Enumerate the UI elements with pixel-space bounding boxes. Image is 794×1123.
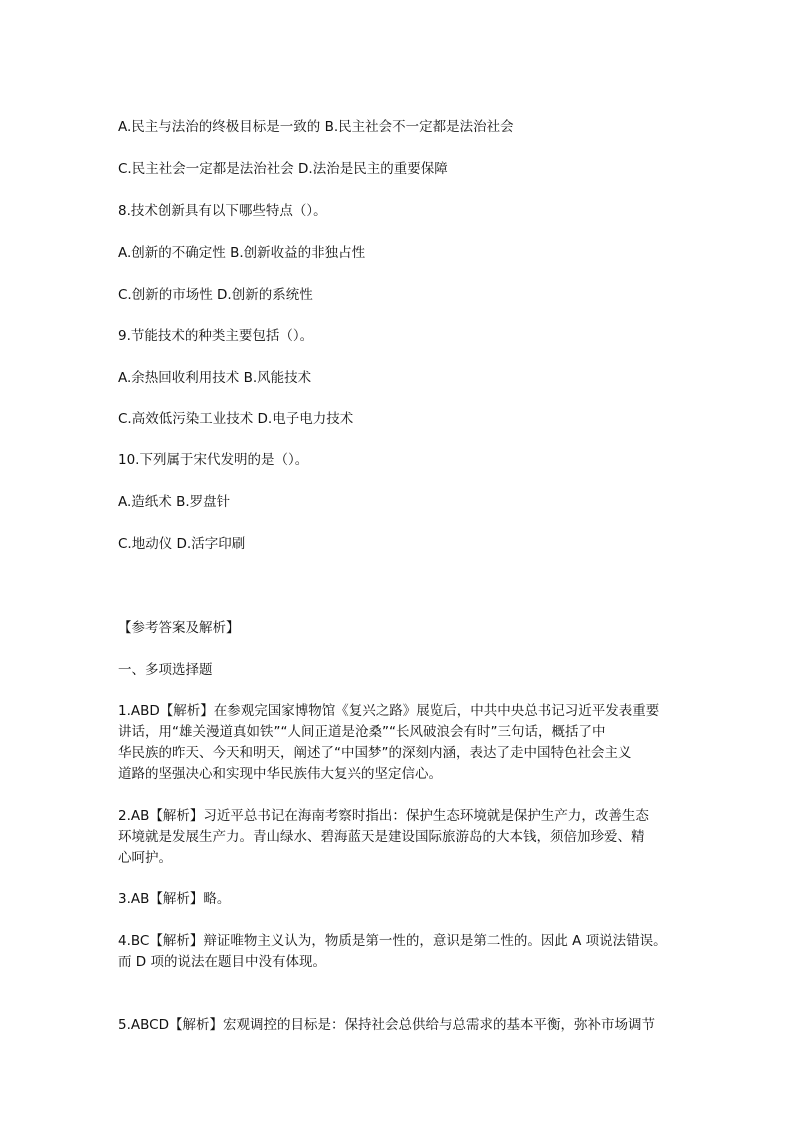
question-paragraph [118, 409, 353, 430]
answer-paragraph [118, 931, 667, 973]
text-line: A.造纸术 B.罗盘针 [118, 494, 231, 510]
question-paragraph [118, 450, 308, 471]
answers-heading: 【参考答案及解析】 [118, 620, 240, 636]
question-paragraph [118, 368, 311, 389]
text-line: 讲话，用“雄关漫道真如铁”“人间正道是沧桑”“长风破浪会有时”三句话，概括了中 [118, 724, 606, 740]
answer-paragraph [118, 1015, 655, 1036]
section-heading: 一、多项选择题 [118, 662, 213, 678]
answer-paragraph [118, 889, 230, 910]
text-line: 10.下列属于宋代发明的是（）。 [118, 452, 309, 468]
text-line: 1.ABD【解析】在参观完国家博物馆《复兴之路》展览后，中共中央总书记习近平发表重要 [118, 703, 660, 719]
question-paragraph [118, 534, 245, 555]
text-line: 9.节能技术的种类主要包括（）。 [118, 328, 314, 344]
text-line: 4.BC【解析】辩证唯物主义认为，物质是第一性的，意识是第二性的。因此 A 项说法错误。 [118, 933, 667, 949]
question-paragraph [118, 492, 230, 513]
text-line: C.地动仪 D.活字印刷 [118, 536, 246, 552]
text-line: 8.技术创新具有以下哪些特点（）。 [118, 203, 327, 219]
text-line: C.高效低污染工业技术 D.电子电力技术 [118, 411, 354, 427]
text-line: C.民主社会一定都是法治社会 D.法治是民主的重要保障 [118, 161, 448, 177]
question-paragraph [118, 243, 365, 264]
text-line: 华民族的昨天、今天和明天，阐述了“中国梦”的深刻内涵，表达了走中国特色社会主义 [118, 745, 632, 761]
question-paragraph [118, 117, 514, 138]
text-line: 3.AB【解析】略。 [118, 891, 231, 907]
text-line: C.创新的市场性 D.创新的系统性 [118, 287, 313, 303]
text-line: 道路的坚强决心和实现中华民族伟大复兴的坚定信心。 [118, 766, 442, 782]
question-paragraph [118, 159, 448, 180]
text-line: 环境就是发展生产力。青山绿水、碧海蓝天是建设国际旅游岛的大本钱，须倍加珍爱、精 [118, 829, 645, 845]
question-paragraph [118, 285, 313, 306]
text-line: 心呵护。 [118, 850, 172, 866]
answer-paragraph [118, 806, 649, 869]
text-line: 而 D 项的说法在题目中没有体现。 [118, 954, 326, 970]
text-line: A.创新的不确定性 B.创新收益的非独占性 [118, 245, 366, 261]
text-line: 5.ABCD【解析】宏观调控的目标是：保持社会总供给与总需求的基本平衡，弥补市场调节 [118, 1017, 655, 1033]
text-line: A.民主与法治的终极目标是一致的 B.民主社会不一定都是法治社会 [118, 119, 514, 135]
question-paragraph [118, 326, 313, 347]
answer-paragraph [118, 701, 659, 785]
text-line: 2.AB【解析】习近平总书记在海南考察时指出：保护生态环境就是保护生产力，改善生态 [118, 808, 649, 824]
question-paragraph [118, 201, 327, 222]
text-line: A.余热回收利用技术 B.风能技术 [118, 370, 312, 386]
